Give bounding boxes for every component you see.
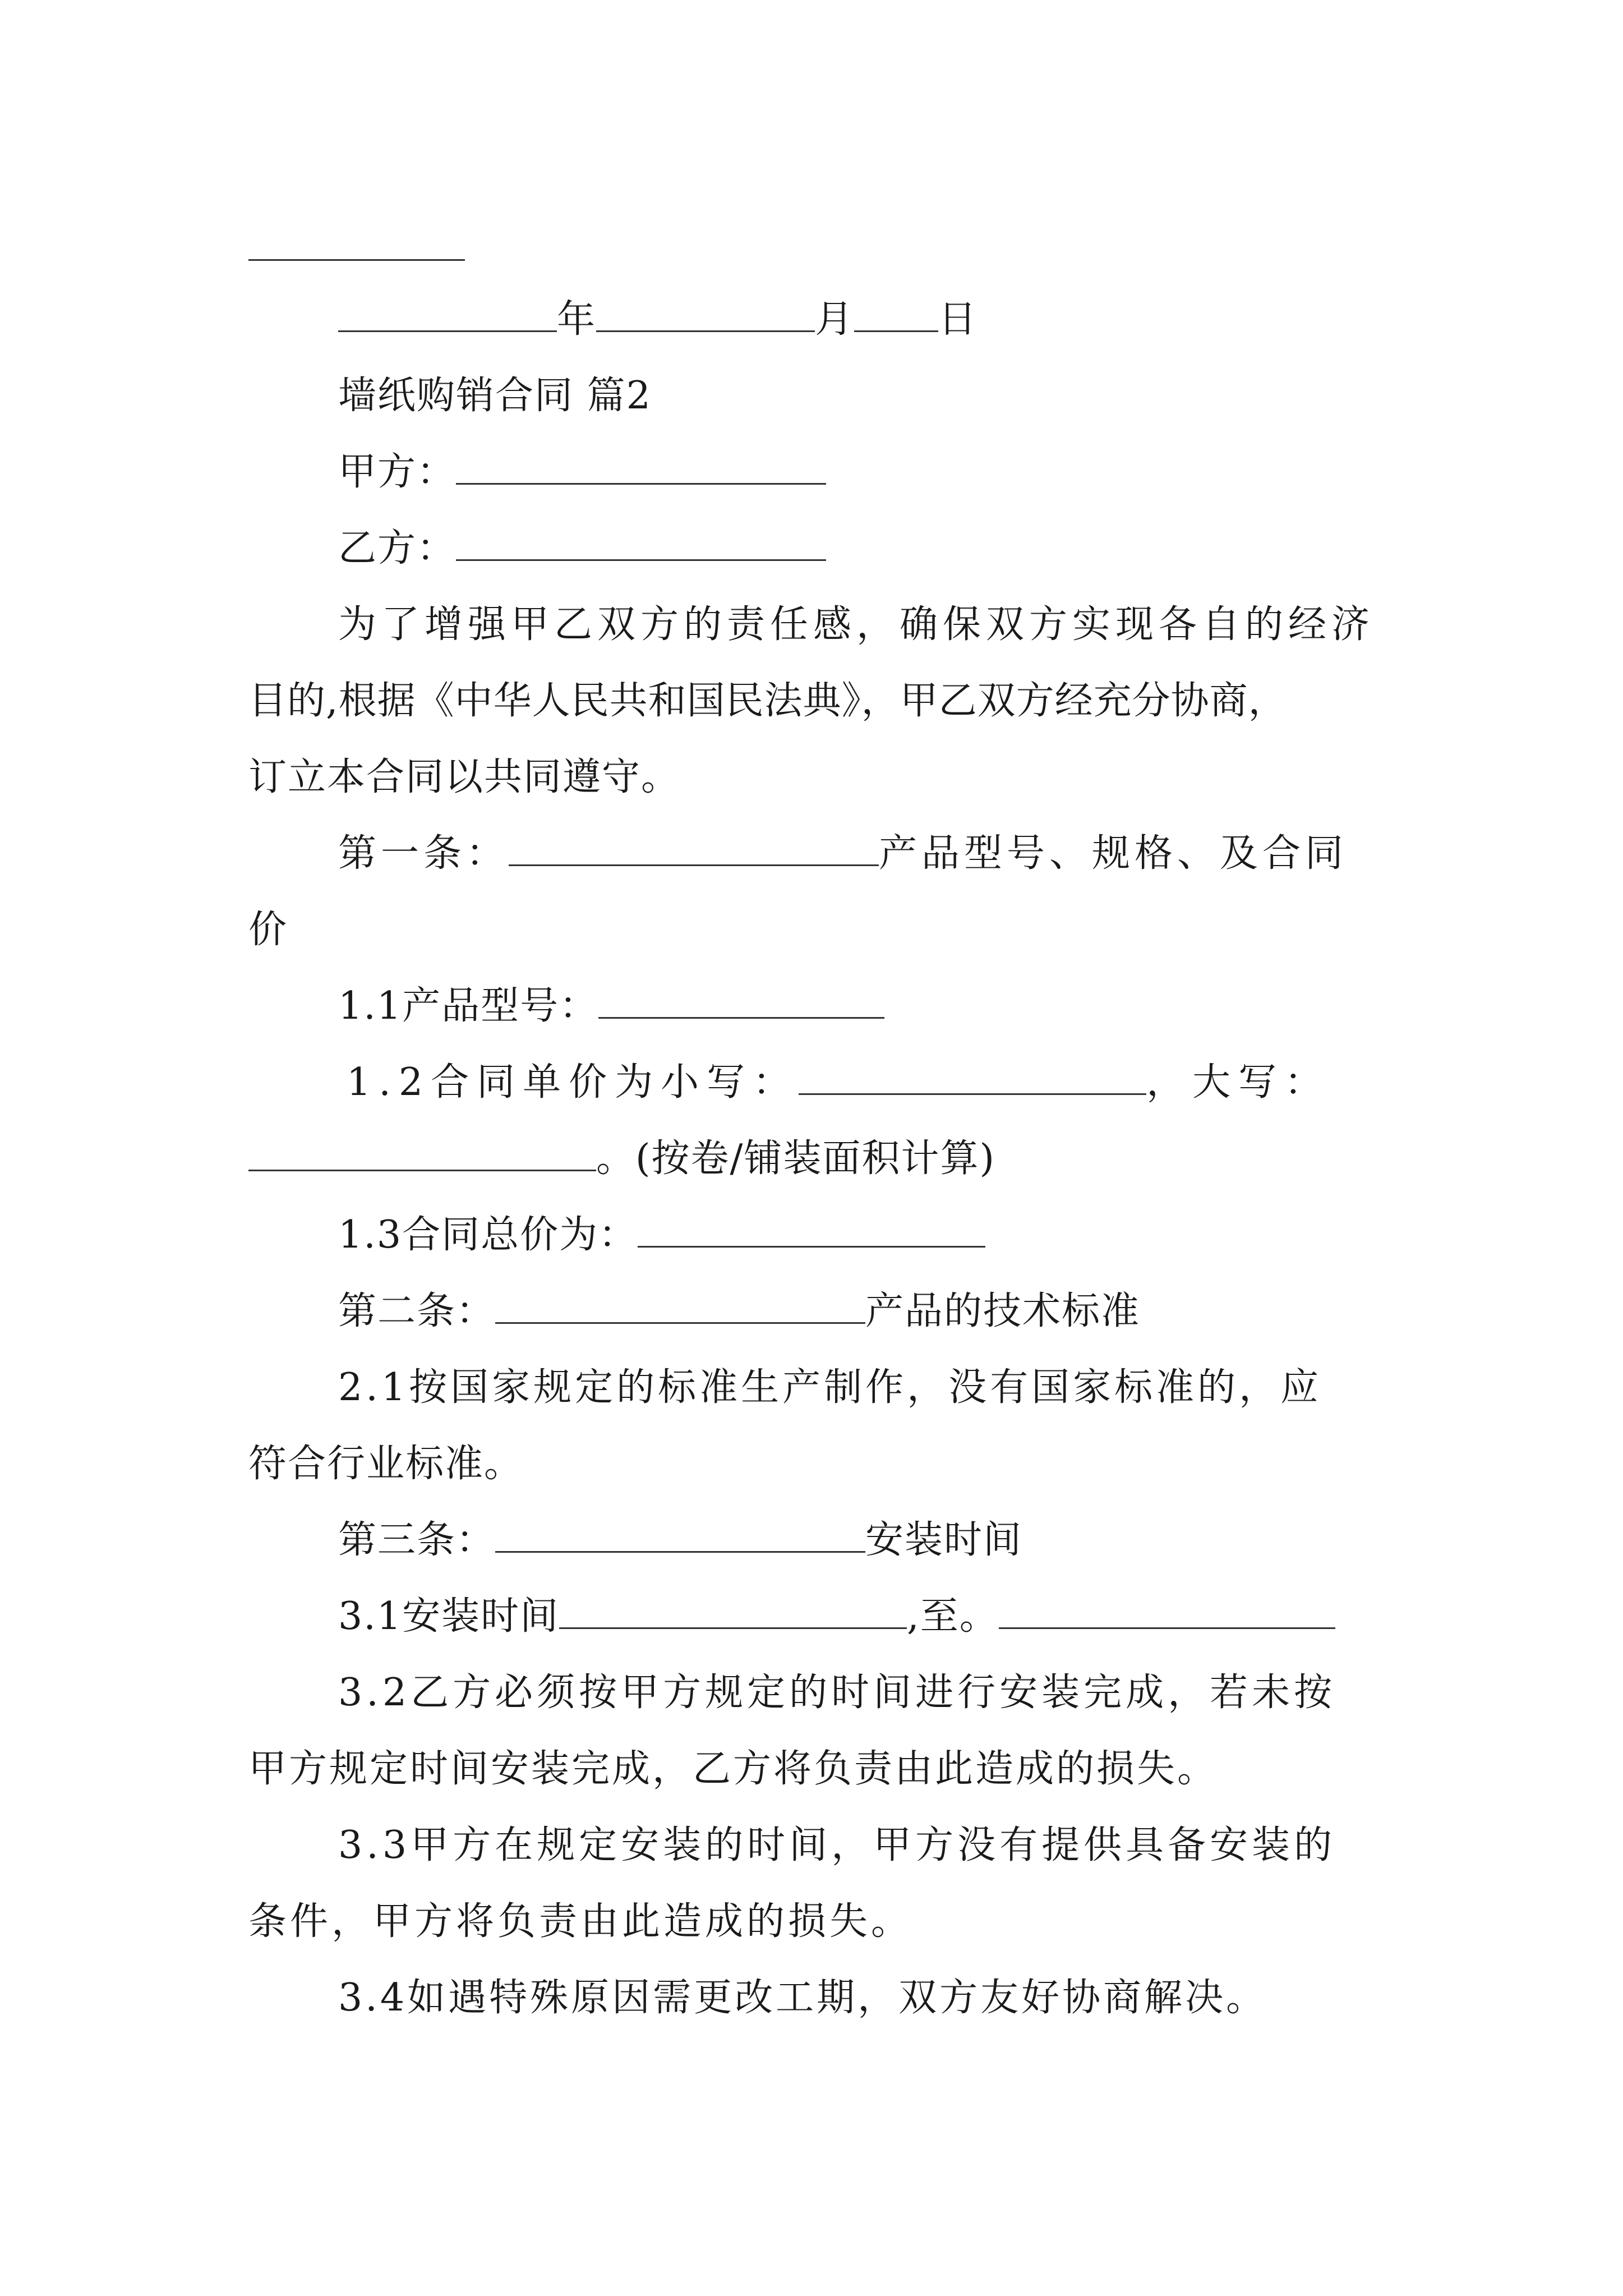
item-1-1-blank [598, 986, 884, 1019]
party-a-blank [456, 452, 826, 485]
day-blank [854, 299, 938, 332]
party-b-label: 乙方： [338, 526, 457, 570]
article-2-label: 第二条： [338, 1289, 496, 1333]
intro-line-3: 订立本合同以共同遵守。 [248, 755, 681, 799]
party-b-blank [456, 528, 826, 561]
item-1-1-line [248, 968, 1384, 1045]
article-3-label: 第三条： [338, 1518, 496, 1562]
party-a-label: 甲方： [338, 450, 457, 494]
item-3-1-start-blank [559, 1596, 907, 1629]
item-3-2-line-1: 3.2乙方必须按甲方规定的时间进行安装完成，若未按 [338, 1671, 1336, 1715]
item-1-2-capital-blank [248, 1138, 596, 1171]
party-b-line [248, 510, 1384, 587]
item-1-1-label: 1.1产品型号： [338, 984, 599, 1028]
signature-blank-line [248, 259, 465, 261]
item-1-2-prefix: 1.2合同单价为小写： [347, 1060, 799, 1105]
month-blank [596, 299, 815, 332]
article-2-title: 产品的技术标准 [865, 1289, 1141, 1333]
article-1-line [248, 816, 1384, 892]
month-label: 月 [815, 297, 855, 342]
item-1-2-mid: ，大写： [1146, 1060, 1331, 1105]
intro-line-1: 为了增强甲乙双方的责任感，确保双方实现各自的经济 [338, 602, 1375, 647]
item-3-2-line-2: 甲方规定时间安装完成，乙方将负责由此造成的损失。 [248, 1747, 1218, 1791]
item-1-3-blank [638, 1214, 985, 1248]
article-1-title: 产品型号、规格、及合同 [879, 831, 1348, 876]
item-1-2-line [248, 1045, 1384, 1121]
article-1-title-cont: 价 [248, 908, 288, 952]
article-3-blank [495, 1520, 865, 1553]
item-3-1-end-blank [999, 1596, 1335, 1629]
contract-heading: 墙纸购销合同 篇2 [338, 374, 652, 418]
intro-line-2: 目的,根据《中华人民共和国民法典》，甲乙双方经充分协商， [248, 679, 1287, 723]
item-3-3-line-2: 条件，甲方将负责由此造成的损失。 [248, 1899, 913, 1944]
year-label: 年 [557, 297, 597, 342]
item-2-1-line-2: 符合行业标准。 [248, 1442, 524, 1486]
item-1-2-suffix: 。(按卷/铺装面积计算) [596, 1137, 995, 1181]
item-1-2-line-2 [248, 1121, 1384, 1197]
article-1-blank [509, 833, 879, 866]
item-1-3-label: 1.3合同总价为： [338, 1213, 638, 1257]
year-blank [338, 299, 557, 332]
item-3-3-line-1: 3.3甲方在规定安装的时间，甲方没有提供具备安装的 [338, 1823, 1336, 1867]
item-3-1-line [248, 1579, 1384, 1655]
item-3-4-line: 3.4如遇特殊原因需更改工期，双方友好协商解决。 [338, 1976, 1267, 2020]
article-3-title: 安装时间 [865, 1518, 1023, 1562]
article-3-line [248, 1502, 1384, 1579]
article-2-line [248, 1273, 1384, 1350]
item-1-2-small-blank [799, 1062, 1146, 1095]
article-2-blank [495, 1291, 865, 1324]
date-line [248, 282, 1384, 358]
item-2-1-line-1: 2.1按国家规定的标准生产制作，没有国家标准的，应 [338, 1365, 1322, 1410]
item-1-3-line [248, 1197, 1384, 1273]
party-a-line [248, 434, 1384, 510]
article-1-label: 第一条： [338, 831, 509, 876]
item-3-1-mid: ,至。 [907, 1594, 999, 1639]
day-label: 日 [938, 297, 978, 342]
item-3-1-prefix: 3.1安装时间 [338, 1594, 560, 1639]
